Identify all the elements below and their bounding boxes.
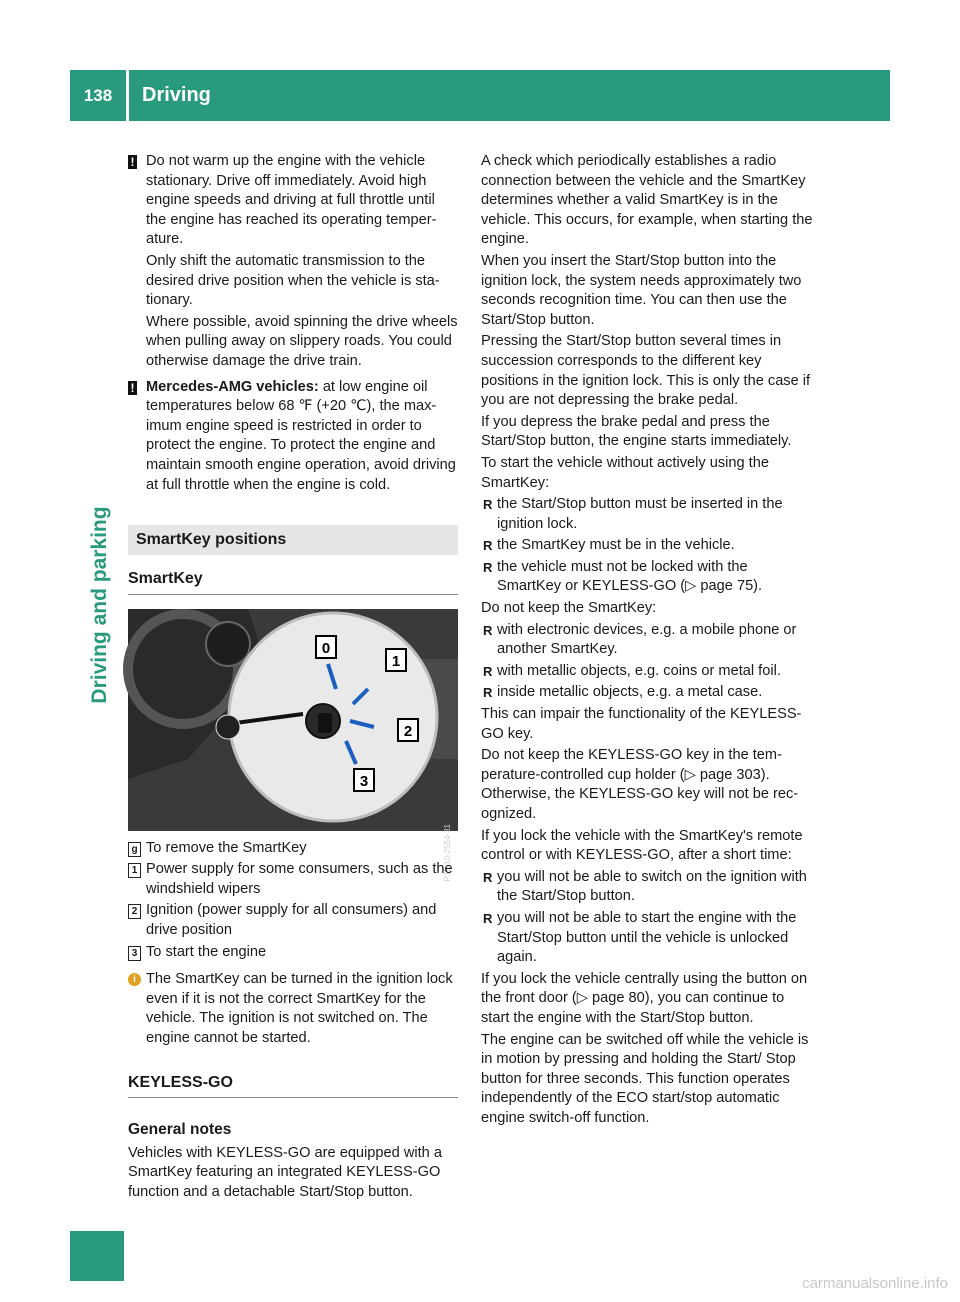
list-item: R you will not be able to start the engine with the Start/Stop button until the vehicle is unlocked again. (481, 909, 813, 968)
list-item: R inside metallic objects, e.g. a metal case. (481, 683, 813, 703)
position-label-0: 0 (321, 639, 331, 657)
legend-text: Power supply for some consumers, such as the windshield wipers (146, 861, 453, 897)
section-heading: SmartKey positions (128, 525, 458, 555)
body-paragraph: Do not keep the SmartKey: (481, 600, 657, 617)
body-paragraph: If you depress the brake pedal and press the Start/Stop button, the engine starts immediately. (481, 413, 792, 450)
legend-item (128, 860, 458, 899)
bullet-list (481, 868, 813, 968)
body-paragraph: If you lock the vehicle centrally using the button on the front door (▷ page 80), you can continue to start the engine with the Start/Stop button. (481, 970, 808, 1026)
subsection-heading: SmartKey (128, 569, 458, 595)
info-icon: i (128, 973, 141, 986)
bullet-list (481, 621, 813, 703)
exclamation-icon: ! (128, 381, 137, 395)
list-item: R the Start/Stop button must be inserted in the ignition lock. (481, 495, 813, 534)
legend-item (128, 943, 458, 963)
body-paragraph: Pressing the Start/Stop button several times in succession corresponds to the different key positions in the ignition lock. This is only the case if you are not depressing the brake pedal. (481, 333, 811, 409)
legend-text: To remove the SmartKey (146, 839, 307, 856)
warning-text: Only shift the automatic transmission to the desired drive position when the vehicle is stationary. (146, 252, 440, 309)
legend-item (128, 901, 458, 940)
warning-label: Mercedes-AMG vehicles: (146, 378, 319, 395)
side-tab-label (80, 470, 120, 740)
right-column (481, 152, 813, 1131)
watermark (0, 1275, 960, 1292)
warning-note-amg (128, 378, 458, 496)
list-item: R with metallic objects, e.g. coins or metal foil. (481, 662, 813, 682)
subsection-heading: KEYLESS-GO (128, 1073, 458, 1099)
position-label-1: 1 (391, 652, 401, 670)
legend-key: 3 (128, 946, 141, 961)
info-text: The SmartKey can be turned in the ignition lock even if it is not the correct SmartKey for the vehicle. The ignition is not switched on. The engine cannot be started. (146, 971, 453, 1047)
legend-key: 1 (128, 863, 141, 878)
list-item: R the SmartKey must be in the vehicle. (481, 536, 813, 556)
bullet-list (481, 495, 813, 597)
topic-heading: General notes (128, 1121, 232, 1139)
position-label-3: 3 (359, 772, 369, 790)
list-item: R you will not be able to switch on the ignition with the Start/Stop button. (481, 868, 813, 907)
page-number: 138 (83, 85, 113, 105)
list-item: R with electronic devices, e.g. a mobile phone or another SmartKey. (481, 621, 813, 660)
chapter-title: Driving (142, 84, 211, 106)
legend-text: To start the engine (146, 943, 267, 960)
warning-text: Do not warm up the engine with the vehicle stationary. Drive off immediately. Avoid high engine speeds and driving at full throttle until the engine has reached its operating temperature. (146, 153, 437, 248)
warning-body: at low engine oil temperatures below 68 ℉ (+20 ℃), the maximum engine speed is restricted in order to protect the engine. To protect the engine and maintain smooth engine operation, avoid driving at full throttle when the engine is cold. (146, 378, 456, 493)
figure-code: P15.10-2554-31 (443, 823, 452, 882)
left-column (128, 152, 458, 1205)
info-note (128, 970, 458, 1048)
warning-text (146, 378, 458, 496)
side-tab-text: Driving and parking (88, 506, 111, 704)
legend-key: g (128, 842, 141, 857)
exclamation-icon: ! (128, 155, 137, 169)
watermark-text: carmanualsonline.info (802, 1275, 948, 1292)
side-tab-marker (70, 1231, 124, 1281)
body-paragraph: The engine can be switched off while the vehicle is in motion by pressing and holding the Start/ Stop button for three seconds. This function operates independently of the ECO start/stop automatic engine switch-off function. (481, 1031, 809, 1126)
position-label-2: 2 (403, 722, 413, 740)
body-paragraph: If you lock the vehicle with the SmartKey's remote control or with KEYLESS-GO, after a short time: (481, 827, 803, 864)
body-paragraph: Do not keep the KEYLESS-GO key in the temperature-controlled cup holder (▷ page 303). Otherwise, the KEYLESS-GO key will not be recognized. (481, 747, 799, 822)
list-item: R the vehicle must not be locked with the SmartKey or KEYLESS-GO (▷ page 75). (481, 558, 813, 597)
body-paragraph: Vehicles with KEYLESS-GO are equipped with a SmartKey featuring an integrated KEYLESS-GO function and a detachable Start/Stop button. (128, 1144, 442, 1200)
legend-key: 2 (128, 904, 141, 919)
warning-note-engine (128, 152, 458, 372)
body-paragraph: A check which periodically establishes a radio connection between the vehicle and the SmartKey determines whether a valid SmartKey is in the vehicle. This occurs, for example, when starting the engine. (481, 153, 813, 248)
warning-text: Where possible, avoid spinning the drive wheels when pulling away on slippery roads. You could otherwise damage the drive train. (146, 313, 458, 369)
header-divider (126, 70, 129, 121)
body-paragraph: This can impair the functionality of the KEYLESS-GO key. (481, 706, 802, 742)
body-paragraph: When you insert the Start/Stop button into the ignition lock, the system needs approximately two seconds recognition time. You can then use the Start/Stop button. (481, 252, 802, 328)
body-paragraph: To start the vehicle without actively using the SmartKey: (481, 454, 769, 491)
legend-text: Ignition (power supply for all consumers) and drive position (146, 902, 437, 939)
legend-item (128, 839, 458, 859)
page-header (70, 70, 890, 121)
